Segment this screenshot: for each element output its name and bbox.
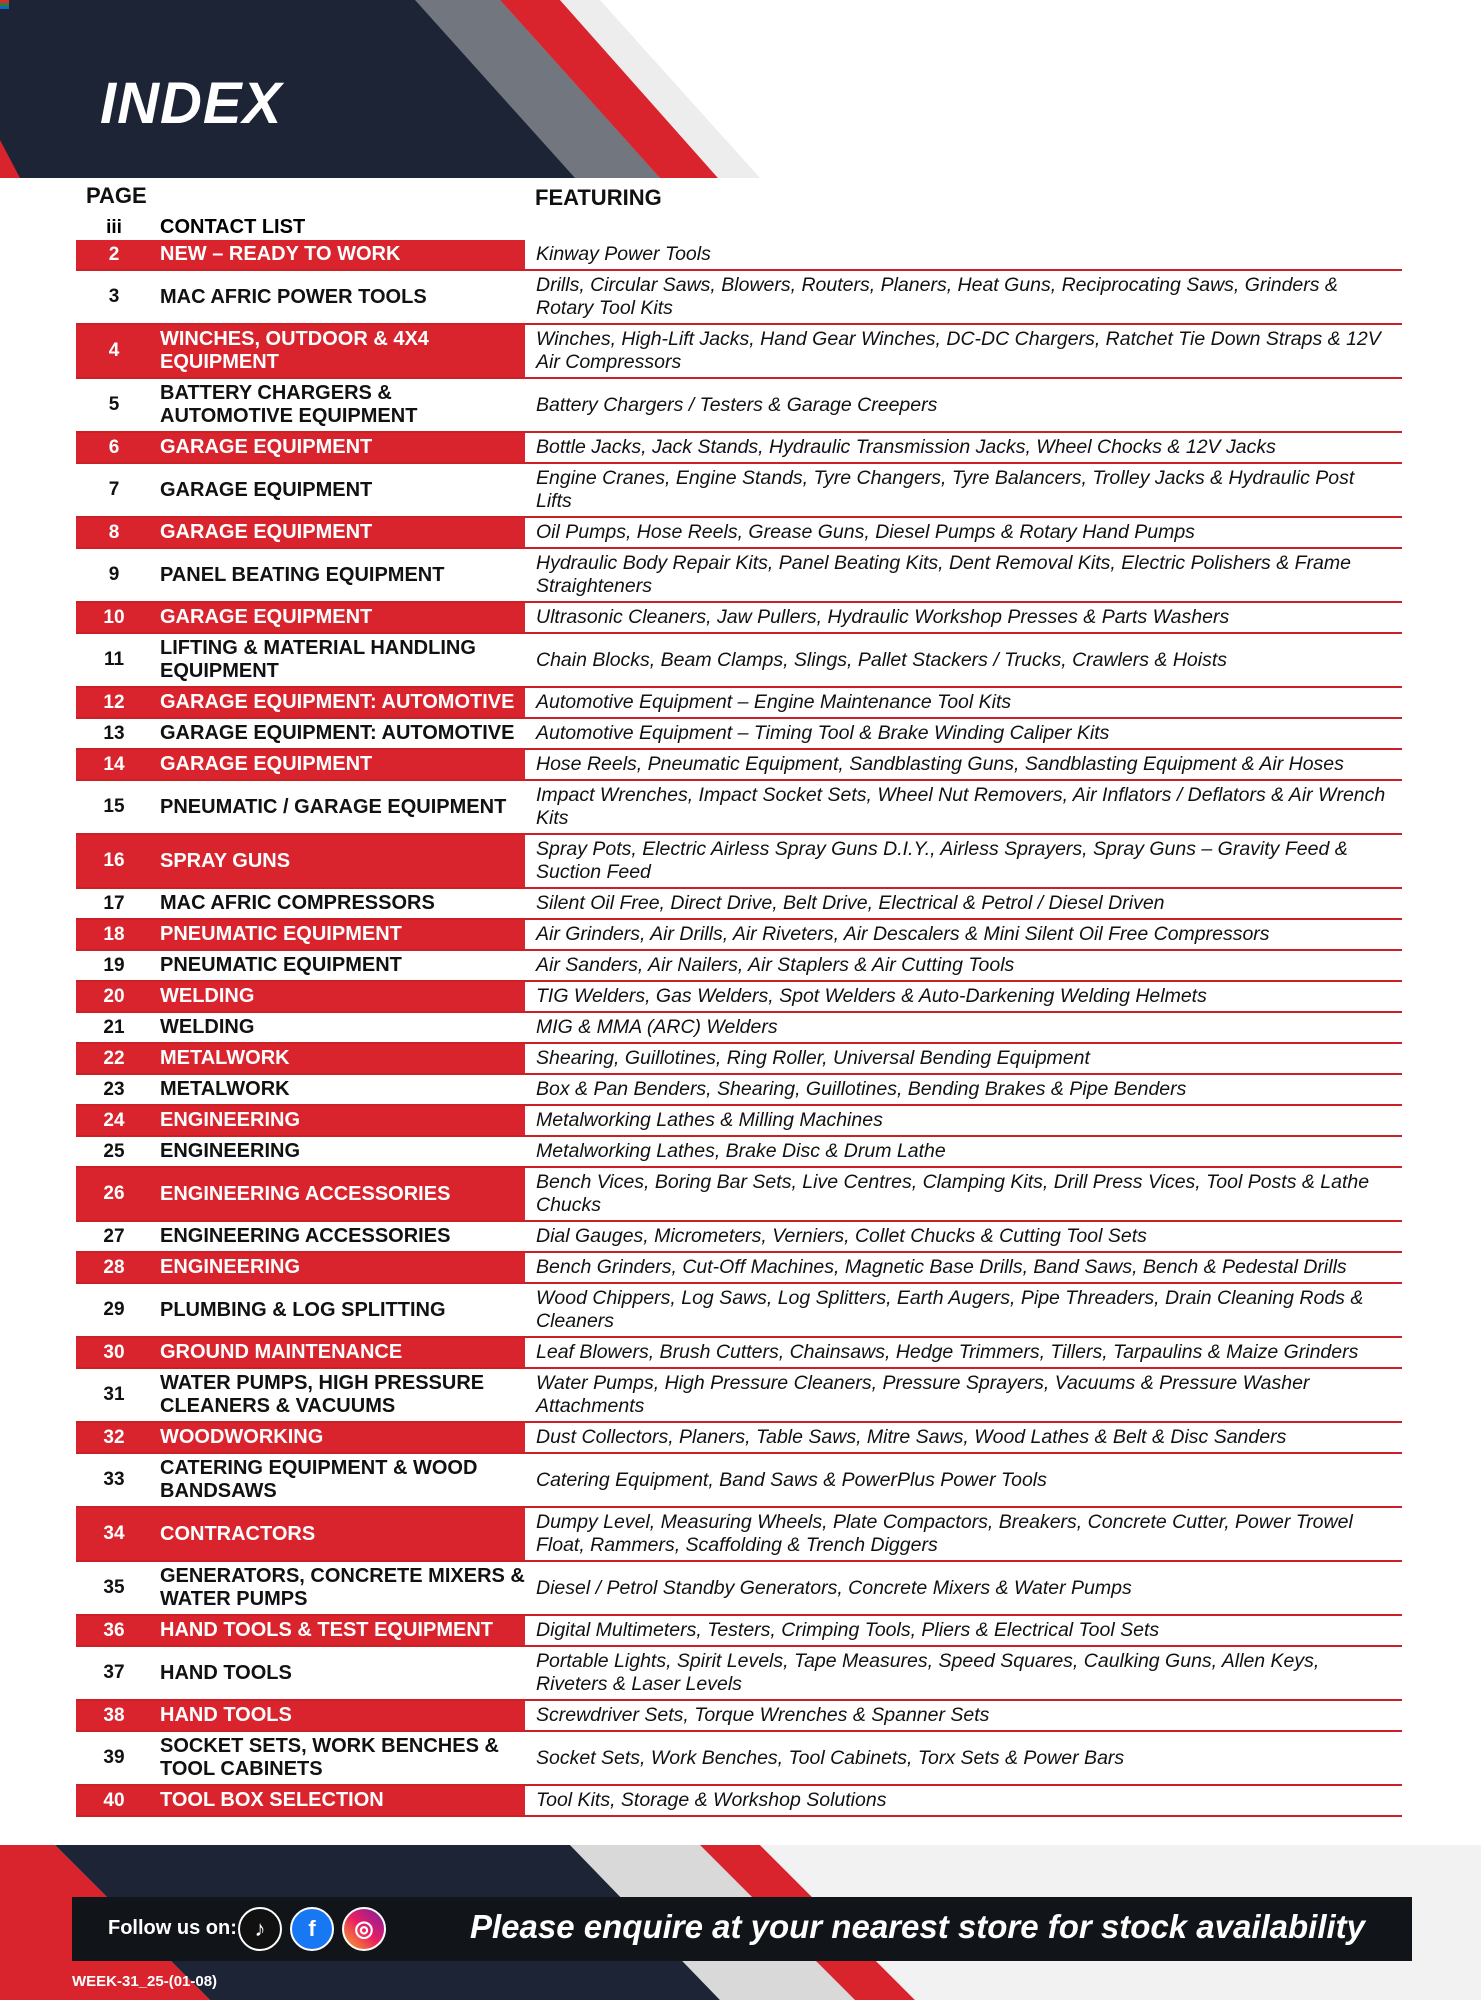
row-featuring-text: Bench Vices, Boring Bar Sets, Live Centres, Clamping Kits, Drill Press Vices, Tool Posts & Lathe Chucks [536,1171,1370,1216]
index-row[interactable] [76,951,1402,982]
index-row[interactable] [76,1338,1402,1369]
row-featuring-text: Winches, High-Lift Jacks, Hand Gear Winches, DC-DC Chargers, Ratchet Tie Down Straps & 12V Air Compressors [536,328,1381,373]
index-row[interactable] [76,719,1402,750]
row-page-number: 32 [76,1423,152,1452]
row-section-title: PNEUMATIC / GARAGE EQUIPMENT [152,781,528,833]
index-row[interactable] [76,240,1402,271]
index-row[interactable] [76,1013,1402,1044]
row-section-title: GARAGE EQUIPMENT: AUTOMOTIVE [152,719,528,748]
row-section-title: HAND TOOLS [152,1701,528,1730]
page-column-header: PAGE [86,183,147,208]
row-featuring-text: Hose Reels, Pneumatic Equipment, Sandblasting Guns, Sandblasting Equipment & Air Hoses [536,753,1344,775]
row-featuring-text: Hydraulic Body Repair Kits, Panel Beating Kits, Dent Removal Kits, Electric Polishers & Frame Straighteners [536,552,1351,597]
row-page-number: 4 [76,325,152,377]
index-row[interactable] [76,1168,1402,1222]
row-featuring-text: Shearing, Guillotines, Ring Roller, Universal Bending Equipment [536,1047,1090,1069]
index-row[interactable] [76,1075,1402,1106]
page-title: INDEX [100,71,283,136]
row-section-title: WATER PUMPS, HIGH PRESSURE CLEANERS & VACUUMS [152,1369,528,1421]
index-row[interactable] [76,549,1402,603]
row-featuring-text: Socket Sets, Work Benches, Tool Cabinets, Torx Sets & Power Bars [536,1746,1125,1769]
row-section-title: GARAGE EQUIPMENT [152,464,528,516]
index-row[interactable] [76,1369,1402,1423]
row-featuring-text: Dumpy Level, Measuring Wheels, Plate Compactors, Breakers, Concrete Cutter, Power Trowel Float, Rammers, Scaffolding & Trench Diggers [536,1511,1353,1556]
row-section-title: WELDING [152,1013,528,1042]
row-section-title: NEW – READY TO WORK [152,240,528,269]
index-row[interactable] [76,1647,1402,1701]
row-page-number: 19 [103,954,125,976]
index-row[interactable] [76,920,1402,951]
contact-section-label: CONTACT LIST [160,216,306,238]
row-featuring-text: Chain Blocks, Beam Clamps, Slings, Pallet Stackers / Trucks, Crawlers & Hoists [536,648,1228,671]
index-row[interactable] [76,464,1402,518]
row-section-title: GARAGE EQUIPMENT [152,750,528,779]
row-page-number: 16 [76,835,152,887]
row-featuring-text: Screwdriver Sets, Torque Wrenches & Spanner Sets [536,1704,990,1726]
row-page-number: 28 [76,1253,152,1282]
index-row[interactable] [76,982,1402,1013]
row-featuring-text: Wood Chippers, Log Saws, Log Splitters, Earth Augers, Pipe Threaders, Drain Cleaning Rods & Cleaners [536,1287,1364,1332]
row-page-number: 17 [103,892,125,914]
row-page-number: 21 [103,1016,125,1038]
row-page-number: 5 [108,394,120,415]
row-section-title: GROUND MAINTENANCE [152,1338,528,1367]
row-featuring-text: Ultrasonic Cleaners, Jaw Pullers, Hydraulic Workshop Presses & Parts Washers [536,606,1230,628]
row-featuring-text: Catering Equipment, Band Saws & PowerPlus Power Tools [536,1468,1047,1491]
row-section-title: SPRAY GUNS [152,835,528,887]
row-featuring-text: Bench Grinders, Cut-Off Machines, Magnetic Base Drills, Band Saws, Bench & Pedestal Drills [536,1256,1347,1278]
row-page-number: 11 [103,649,125,670]
index-row[interactable] [76,1106,1402,1137]
index-row[interactable] [76,1616,1402,1647]
row-section-title: GARAGE EQUIPMENT [152,603,528,632]
row-featuring-text: Metalworking Lathes, Brake Disc & Drum Lathe [536,1140,946,1162]
week-code: WEEK-31_25-(01-08) [72,1973,218,1990]
row-section-title: GARAGE EQUIPMENT [152,518,528,547]
row-page-number: 15 [103,796,125,817]
row-featuring-text: Drills, Circular Saws, Blowers, Routers, Planers, Heat Guns, Reciprocating Saws, Grinders & Rotary Tool Kits [536,274,1338,319]
row-page-number: 18 [76,920,152,949]
row-page-number: 36 [76,1616,152,1645]
follow-us-label: Follow us on: [108,1917,237,1939]
row-page-number: 7 [108,479,120,500]
index-row[interactable] [76,1423,1402,1454]
row-section-title: LIFTING & MATERIAL HANDLING EQUIPMENT [152,634,528,686]
row-section-title: BATTERY CHARGERS & AUTOMOTIVE EQUIPMENT [152,379,528,431]
row-featuring-text: Bottle Jacks, Jack Stands, Hydraulic Transmission Jacks, Wheel Chocks & 12V Jacks [536,436,1276,458]
footer-banner [0,1845,1481,2000]
index-row[interactable] [76,1137,1402,1168]
row-featuring-text: Battery Chargers / Testers & Garage Creepers [536,393,938,416]
row-page-number: 31 [103,1384,125,1405]
contact-list-row[interactable] [0,212,1481,242]
row-section-title: GARAGE EQUIPMENT [152,433,528,462]
row-featuring-text: Tool Kits, Storage & Workshop Solutions [536,1789,887,1811]
row-page-number: 14 [76,750,152,779]
facebook-icon[interactable]: f [290,1907,334,1951]
row-section-title: HAND TOOLS [152,1647,528,1699]
row-section-title: METALWORK [152,1075,528,1104]
row-section-title: ENGINEERING [152,1106,528,1135]
row-page-number: 23 [103,1078,125,1100]
row-featuring-text: Spray Pots, Electric Airless Spray Guns D.I.Y., Airless Sprayers, Spray Guns – Gravity Feed & Suction Feed [536,838,1348,883]
row-featuring-text: Impact Wrenches, Impact Socket Sets, Wheel Nut Removers, Air Inflators / Deflators & Air Wrench Kits [536,784,1386,829]
row-section-title: MAC AFRIC COMPRESSORS [152,889,528,918]
row-featuring-text: TIG Welders, Gas Welders, Spot Welders & Auto-Darkening Welding Helmets [536,985,1207,1007]
row-page-number: 29 [103,1299,125,1320]
row-section-title: ENGINEERING ACCESSORIES [152,1222,528,1251]
index-row[interactable] [76,1044,1402,1075]
index-row[interactable] [76,889,1402,920]
row-featuring-text: Water Pumps, High Pressure Cleaners, Pressure Sprayers, Vacuums & Pressure Washer Attachments [536,1372,1310,1417]
row-featuring-text: Silent Oil Free, Direct Drive, Belt Drive, Electrical & Petrol / Diesel Driven [536,892,1165,914]
row-featuring-text: Oil Pumps, Hose Reels, Grease Guns, Diesel Pumps & Rotary Hand Pumps [536,521,1195,543]
row-section-title: METALWORK [152,1044,528,1073]
row-featuring-text: Diesel / Petrol Standby Generators, Concrete Mixers & Water Pumps [536,1576,1132,1599]
row-featuring-text: Automotive Equipment – Timing Tool & Brake Winding Caliper Kits [536,722,1110,744]
tiktok-icon[interactable]: ♪ [238,1907,282,1951]
contact-page-number: iii [106,217,122,238]
index-row[interactable] [76,750,1402,781]
row-featuring-text: Air Sanders, Air Nailers, Air Staplers & Air Cutting Tools [536,954,1015,976]
index-row[interactable] [76,1562,1402,1616]
row-page-number: 2 [76,240,152,269]
row-page-number: 25 [103,1140,125,1162]
row-featuring-text: Leaf Blowers, Brush Cutters, Chainsaws, Hedge Trimmers, Tillers, Tarpaulins & Maize Grinders [536,1341,1359,1363]
row-page-number: 33 [103,1469,125,1490]
index-row[interactable] [76,634,1402,688]
index-row[interactable] [76,688,1402,719]
row-page-number: 12 [76,688,152,717]
row-section-title: PNEUMATIC EQUIPMENT [152,920,528,949]
row-section-title: PLUMBING & LOG SPLITTING [152,1284,528,1336]
row-section-title: PANEL BEATING EQUIPMENT [152,549,528,601]
row-page-number: 13 [103,722,125,744]
index-row[interactable] [76,433,1402,464]
index-row[interactable] [76,379,1402,433]
row-section-title: WOODWORKING [152,1423,528,1452]
row-section-title: MAC AFRIC POWER TOOLS [152,271,528,323]
row-section-title: CONTRACTORS [152,1508,528,1560]
row-page-number: 40 [76,1786,152,1815]
row-featuring-text: Engine Cranes, Engine Stands, Tyre Changers, Tyre Balancers, Trolley Jacks & Hydraulic Post Lifts [536,467,1355,512]
row-section-title: CATERING EQUIPMENT & WOOD BANDSAWS [152,1454,528,1506]
row-page-number: 10 [76,603,152,632]
row-featuring-text: Dust Collectors, Planers, Table Saws, Mitre Saws, Wood Lathes & Belt & Disc Sanders [536,1426,1287,1448]
row-page-number: 34 [76,1508,152,1560]
index-row[interactable] [76,1454,1402,1508]
index-row[interactable] [76,1222,1402,1253]
row-section-title: ENGINEERING [152,1137,528,1166]
index-row[interactable] [76,603,1402,634]
index-row[interactable] [76,781,1402,835]
row-page-number: 39 [103,1747,125,1768]
row-page-number: 6 [76,433,152,462]
index-table [76,240,1402,1817]
index-row[interactable] [76,1284,1402,1338]
row-page-number: 9 [108,564,120,585]
row-section-title: TOOL BOX SELECTION [152,1786,528,1815]
row-page-number: 8 [76,518,152,547]
row-featuring-text: Metalworking Lathes & Milling Machines [536,1109,883,1131]
row-page-number: 26 [76,1168,152,1220]
row-featuring-text: Kinway Power Tools [536,243,711,265]
index-row[interactable] [76,271,1402,325]
row-page-number: 38 [76,1701,152,1730]
row-featuring-text: Portable Lights, Spirit Levels, Tape Measures, Speed Squares, Caulking Guns, Allen Keys, Riveters & Laser Levels [536,1650,1320,1695]
index-row[interactable] [76,518,1402,549]
index-row[interactable] [76,835,1402,889]
row-section-title: GENERATORS, CONCRETE MIXERS & WATER PUMPS [152,1562,528,1614]
row-featuring-text: Dial Gauges, Micrometers, Verniers, Collet Chucks & Cutting Tool Sets [536,1225,1147,1247]
row-page-number: 30 [76,1338,152,1367]
row-featuring-text: Box & Pan Benders, Shearing, Guillotines, Bending Brakes & Pipe Benders [536,1078,1187,1100]
row-page-number: 22 [76,1044,152,1073]
instagram-icon[interactable]: ◎ [342,1907,386,1951]
index-row[interactable] [76,1253,1402,1284]
row-featuring-text: MIG & MMA (ARC) Welders [536,1016,778,1038]
row-page-number: 27 [103,1225,125,1247]
row-page-number: 20 [76,982,152,1011]
row-section-title: HAND TOOLS & TEST EQUIPMENT [152,1616,528,1645]
row-featuring-text: Air Grinders, Air Drills, Air Riveters, Air Descalers & Mini Silent Oil Free Compressors [536,923,1270,945]
row-featuring-text: Digital Multimeters, Testers, Crimping Tools, Pliers & Electrical Tool Sets [536,1619,1160,1641]
stock-availability-notice: Please enquire at your nearest store for stock availability [470,1908,1366,1945]
row-section-title: WELDING [152,982,528,1011]
flag-icon [0,0,9,9]
featuring-column-header: FEATURING [535,185,662,210]
row-section-title: GARAGE EQUIPMENT: AUTOMOTIVE [152,688,528,717]
row-page-number: 3 [108,286,120,307]
index-row[interactable] [76,1786,1402,1817]
row-section-title: WINCHES, OUTDOOR & 4X4 EQUIPMENT [152,325,528,377]
row-page-number: 24 [76,1106,152,1135]
row-page-number: 35 [103,1577,125,1598]
row-section-title: ENGINEERING ACCESSORIES [152,1168,528,1220]
index-row[interactable] [76,325,1402,379]
index-header [0,0,1481,178]
row-section-title: SOCKET SETS, WORK BENCHES & TOOL CABINETS [152,1732,528,1784]
row-page-number: 37 [103,1662,125,1683]
index-row[interactable] [76,1732,1402,1786]
index-row[interactable] [76,1508,1402,1562]
index-row[interactable] [76,1701,1402,1732]
row-section-title: PNEUMATIC EQUIPMENT [152,951,528,980]
row-featuring-text: Automotive Equipment – Engine Maintenance Tool Kits [536,691,1012,713]
row-section-title: ENGINEERING [152,1253,528,1282]
